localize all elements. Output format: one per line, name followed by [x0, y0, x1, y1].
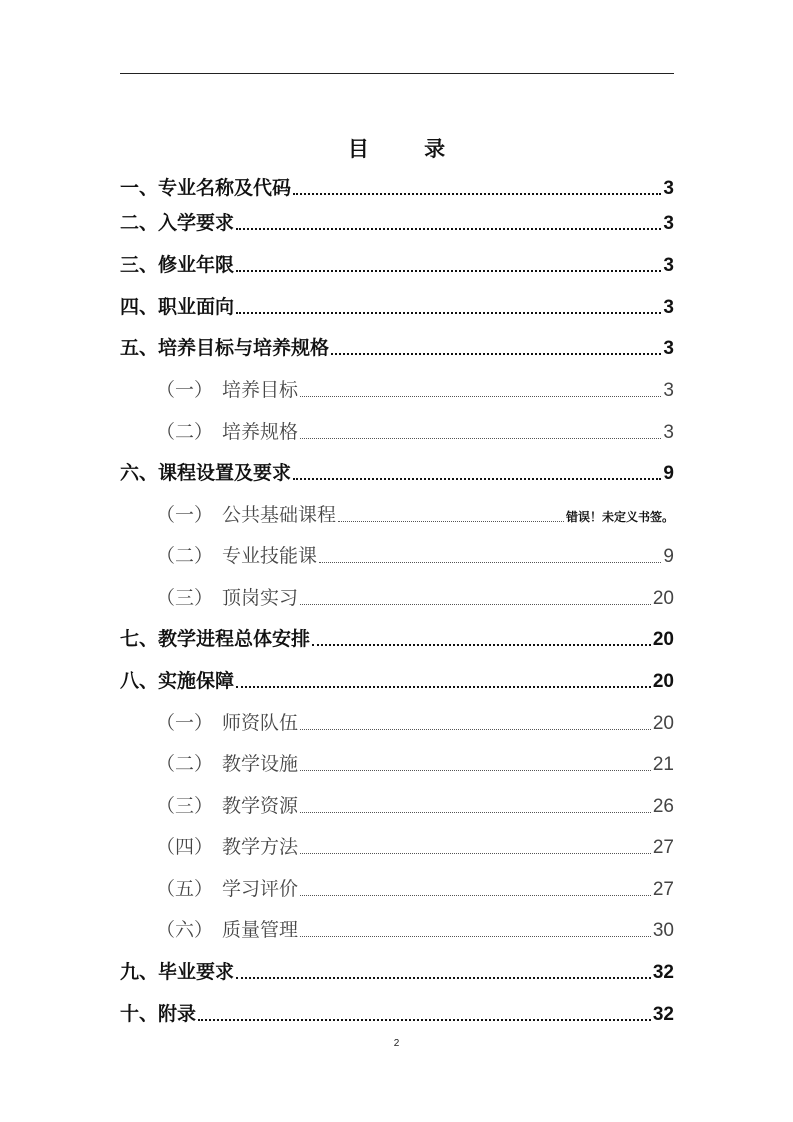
- toc-entry-page: 3: [663, 422, 674, 443]
- toc-entry-9[interactable]: [120, 954, 674, 984]
- toc-entry-label: 质量管理: [222, 919, 299, 941]
- toc-entry-8-3[interactable]: [120, 788, 674, 818]
- toc-entry-number: （三）: [156, 795, 214, 817]
- toc-entry-number: （二）: [156, 753, 214, 775]
- toc-entry-number: （四）: [156, 836, 214, 858]
- toc-entry-page: 3: [663, 297, 674, 318]
- toc-entry-page: 3: [663, 255, 674, 276]
- dot-leader: [300, 396, 661, 397]
- toc-entry-7[interactable]: [120, 621, 674, 651]
- toc-entry-8-5[interactable]: [120, 871, 674, 901]
- toc-entry-number: （六）: [156, 919, 214, 941]
- toc-entry-label: 毕业要求: [158, 961, 235, 983]
- toc-entry-5-1[interactable]: [120, 372, 674, 402]
- dot-leader: [293, 478, 661, 480]
- toc-entry-number: 一、: [120, 177, 159, 199]
- toc-entry-page: 20: [652, 588, 674, 609]
- dot-leader: [312, 644, 651, 646]
- toc-entry-label: 教学设施: [222, 753, 299, 775]
- dot-leader: [300, 812, 651, 813]
- toc-entry-page: 26: [652, 796, 674, 817]
- toc-entry-label: 职业面向: [158, 296, 235, 318]
- dot-leader: [300, 729, 651, 730]
- toc-entry-4[interactable]: [120, 289, 674, 319]
- toc-entry-page: 21: [652, 754, 674, 775]
- toc-entry-page: 3: [663, 380, 674, 401]
- dot-leader: [300, 770, 651, 771]
- toc-entry-label: 培养规格: [222, 421, 299, 443]
- toc-entry-label: 课程设置及要求: [158, 462, 292, 484]
- toc-entry-number: 五、: [120, 337, 159, 359]
- toc-entry-number: 十、: [120, 1003, 159, 1025]
- toc-entry-8-1[interactable]: [120, 705, 674, 735]
- toc-entry-8-2[interactable]: [120, 746, 674, 776]
- page-number: 2: [393, 1038, 400, 1049]
- toc-entry-number: （二）: [156, 421, 214, 443]
- toc-entry-label: 修业年限: [158, 254, 235, 276]
- toc-entry-6-2[interactable]: [120, 538, 674, 568]
- toc-entry-5-2[interactable]: [120, 414, 674, 444]
- toc-entry-label: 顶岗实习: [222, 587, 299, 609]
- toc-title: 目 录: [347, 137, 470, 161]
- toc-entry-number: 八、: [120, 670, 159, 692]
- dot-leader: [338, 521, 564, 522]
- dot-leader: [331, 353, 661, 355]
- toc-entry-number: （一）: [156, 379, 214, 401]
- toc-entry-number: 六、: [120, 462, 159, 484]
- toc-entry-label: 入学要求: [158, 212, 235, 234]
- dot-leader: [293, 193, 661, 195]
- toc-entry-label: 附录: [158, 1003, 197, 1025]
- toc-entry-page: 20: [652, 629, 674, 650]
- table-of-contents: [120, 0, 674, 1122]
- toc-entry-6-1[interactable]: [120, 497, 674, 527]
- dot-leader: [319, 562, 661, 563]
- toc-entry-page: 3: [663, 213, 674, 234]
- toc-entry-page-error: 错误！未定义书签。: [565, 510, 674, 524]
- dot-leader: [300, 936, 651, 937]
- dot-leader: [300, 438, 661, 439]
- toc-entry-number: 七、: [120, 628, 159, 650]
- dot-leader: [236, 977, 651, 979]
- dot-leader: [236, 228, 661, 230]
- toc-entry-6-3[interactable]: [120, 580, 674, 610]
- toc-entry-page: 3: [663, 338, 674, 359]
- dot-leader: [198, 1019, 651, 1021]
- toc-entry-number: （一）: [156, 712, 214, 734]
- toc-entry-number: （一）: [156, 504, 214, 526]
- toc-entry-label: 教学方法: [222, 836, 299, 858]
- toc-entry-page: 9: [663, 463, 674, 484]
- dot-leader: [236, 312, 661, 314]
- toc-entry-label: 培养目标: [222, 379, 299, 401]
- dot-leader: [236, 686, 651, 688]
- toc-entry-page: 32: [652, 1004, 674, 1025]
- toc-entry-page: 27: [652, 879, 674, 900]
- dot-leader: [300, 604, 651, 605]
- toc-entry-label: 教学资源: [222, 795, 299, 817]
- toc-entry-label: 公共基础课程: [222, 504, 337, 526]
- toc-entry-8-6[interactable]: [120, 912, 674, 942]
- toc-entry-page: 9: [663, 546, 674, 567]
- toc-entry-label: 实施保障: [158, 670, 235, 692]
- toc-entry-5[interactable]: [120, 330, 674, 360]
- toc-entry-page: 20: [652, 713, 674, 734]
- toc-entry-number: 四、: [120, 296, 159, 318]
- toc-entry-label: 学习评价: [222, 878, 299, 900]
- toc-entry-label: 专业技能课: [222, 545, 318, 567]
- toc-entry-6[interactable]: [120, 455, 674, 485]
- toc-entry-label: 培养目标与培养规格: [158, 337, 330, 359]
- toc-entry-page: 20: [652, 671, 674, 692]
- toc-entry-label: 师资队伍: [222, 712, 299, 734]
- toc-entry-1[interactable]: [120, 170, 674, 200]
- toc-entry-page: 3: [663, 178, 674, 199]
- toc-entry-number: （三）: [156, 587, 214, 609]
- toc-entry-page: 27: [652, 837, 674, 858]
- toc-entry-page: 30: [652, 920, 674, 941]
- toc-entry-number: 九、: [120, 961, 159, 983]
- toc-entry-8[interactable]: [120, 663, 674, 693]
- toc-entry-number: 二、: [120, 212, 159, 234]
- dot-leader: [300, 853, 651, 854]
- toc-entry-3[interactable]: [120, 247, 674, 277]
- toc-entry-number: 三、: [120, 254, 159, 276]
- dot-leader: [300, 895, 651, 896]
- toc-entry-2[interactable]: [120, 205, 674, 235]
- dot-leader: [236, 270, 661, 272]
- toc-entry-number: （五）: [156, 878, 214, 900]
- toc-entry-number: （二）: [156, 545, 214, 567]
- toc-entry-10[interactable]: [120, 996, 674, 1026]
- toc-entry-label: 专业名称及代码: [158, 177, 292, 199]
- toc-entry-label: 教学进程总体安排: [158, 628, 311, 650]
- toc-entry-page: 32: [652, 962, 674, 983]
- toc-entry-8-4[interactable]: [120, 829, 674, 859]
